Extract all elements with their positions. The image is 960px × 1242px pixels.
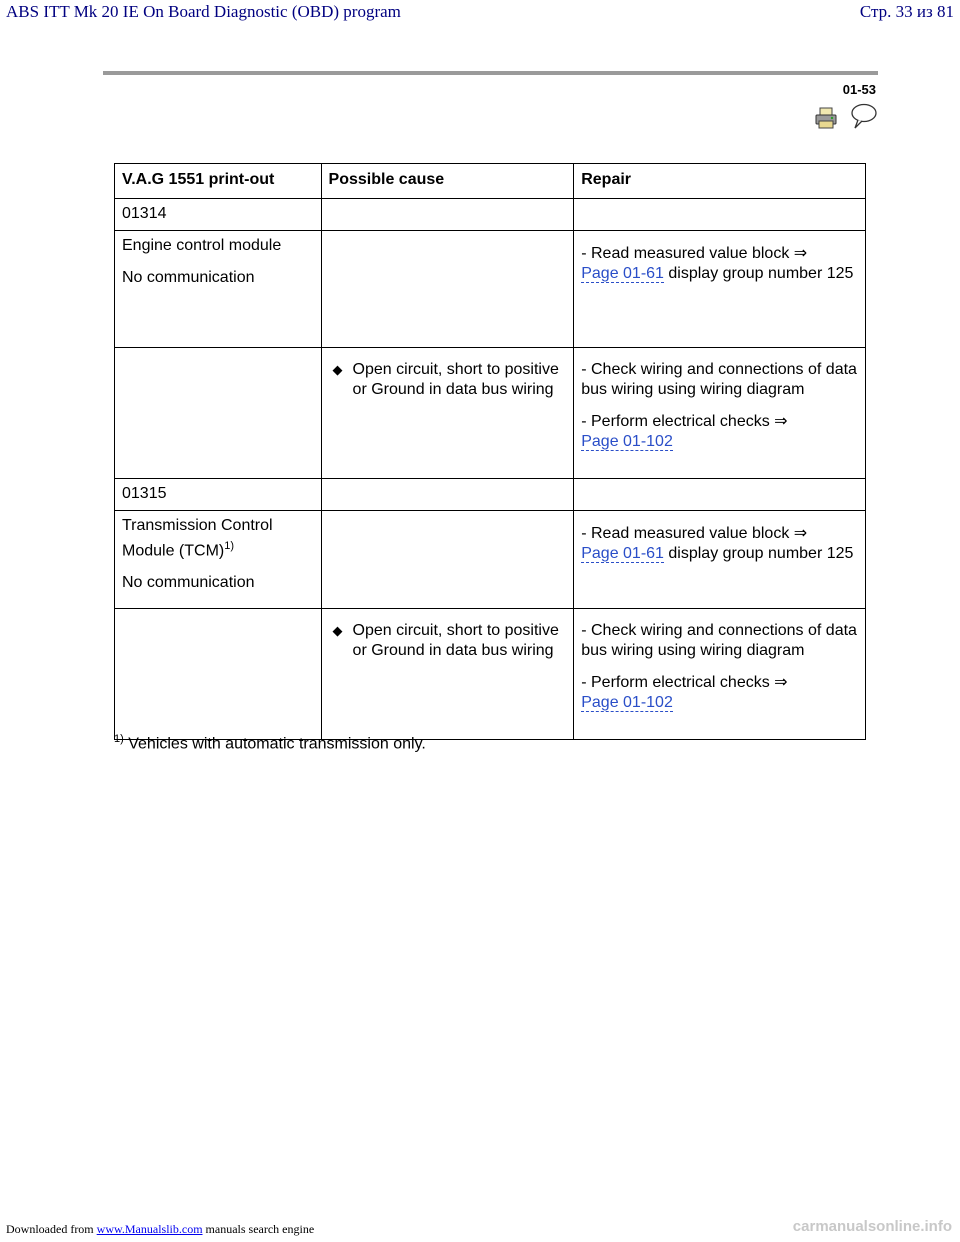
speech-bubble-icon[interactable] <box>849 102 877 130</box>
table-row <box>115 199 866 231</box>
page-code: 01-53 <box>842 82 876 97</box>
column-header: V.A.G 1551 print-out <box>115 164 322 199</box>
fault-code: 01315 <box>115 479 322 511</box>
diamond-bullet-icon: ◆ <box>332 623 343 638</box>
table-row <box>115 231 866 348</box>
page-counter: Стр. 33 из 81 <box>859 2 954 21</box>
possible-cause: ◆ Open circuit, short to positive or Ground in data bus wiring <box>321 348 574 479</box>
fault-description: Transmission Control Module (TCM)$^{1)}$ No communication <box>115 511 322 609</box>
table-row <box>115 348 866 479</box>
page-link[interactable]: Page 01-61 <box>581 265 664 282</box>
table-row <box>115 609 866 740</box>
header-divider <box>103 71 878 75</box>
page-link[interactable]: Page 01-102 <box>581 433 673 450</box>
possible-cause: ◆ Open circuit, short to positive or Ground in data bus wiring <box>321 609 574 740</box>
printer-icon[interactable] <box>815 107 837 129</box>
fault-code: 01314 <box>115 199 322 231</box>
download-footer: Downloaded from www.Manualslib.com manuals search engine <box>6 1222 315 1236</box>
diagnostic-table <box>114 163 866 740</box>
diamond-bullet-icon: ◆ <box>332 362 343 377</box>
fault-description: Engine control module No communication <box>115 231 322 348</box>
page-link[interactable]: Page 01-61 <box>581 545 664 562</box>
table-row <box>115 511 866 609</box>
repair-text: - Read measured value block ⇒ Page 01-61 display group number 125 <box>574 511 866 609</box>
watermark: carmanualsonline.info <box>792 1218 952 1235</box>
table-header-row <box>115 164 866 199</box>
manualslib-link[interactable]: www.Manualslib.com <box>96 1222 203 1236</box>
repair-text: - Check wiring and connections of data bus wiring using wiring diagram - Perform electrical checks ⇒ Page 01-102 <box>574 609 866 740</box>
table-row <box>115 479 866 511</box>
document-title: ABS ITT Mk 20 IE On Board Diagnostic (OBD) program <box>6 2 401 21</box>
repair-text: - Read measured value block ⇒ Page 01-61 display group number 125 <box>574 231 866 348</box>
column-header: Repair <box>574 164 866 199</box>
page-link[interactable]: Page 01-102 <box>581 694 673 711</box>
column-header: Possible cause <box>321 164 574 199</box>
footnote: $^{1)}$ Vehicles with automatic transmission only. <box>114 733 426 753</box>
repair-text: - Check wiring and connections of data bus wiring using wiring diagram - Perform electrical checks ⇒ Page 01-102 <box>574 348 866 479</box>
